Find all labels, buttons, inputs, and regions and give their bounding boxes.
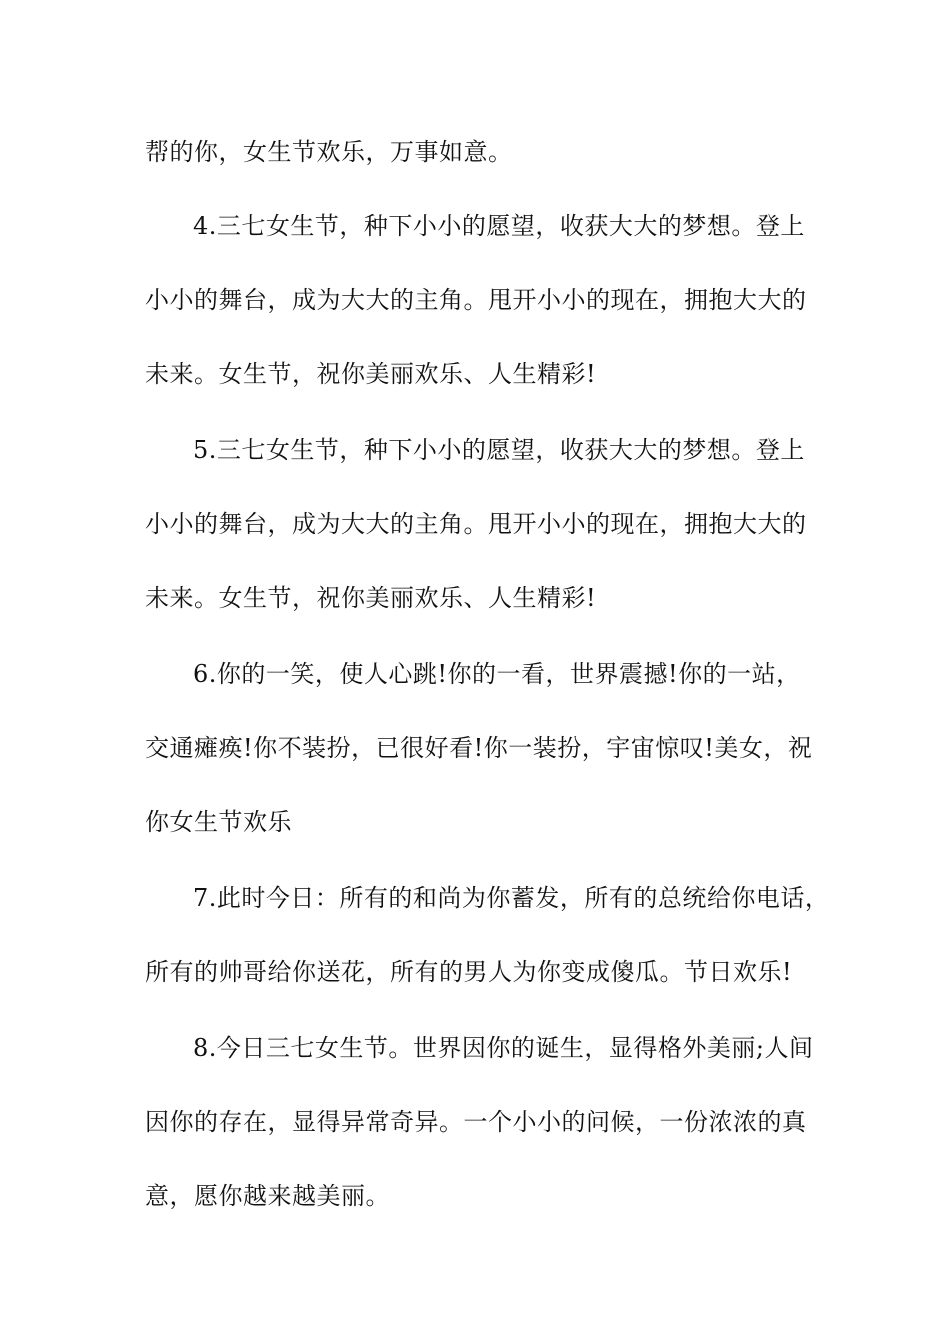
text-line: 小小的舞台，成为大大的主角。甩开小小的现在，拥抱大大的 (145, 510, 807, 538)
text-line: 未来。女生节，祝你美丽欢乐、人生精彩! (145, 360, 597, 388)
text-line: 意，愿你越来越美丽。 (145, 1182, 390, 1210)
text-line: 所有的帅哥给你送花，所有的男人为你变成傻瓜。节日欢乐! (145, 958, 793, 986)
text-line: 未来。女生节，祝你美丽欢乐、人生精彩! (145, 584, 597, 612)
paragraph-5-line-1: 5.三七女生节，种下小小的愿望，收获大大的梦想。登上 (193, 436, 805, 464)
paragraph-4-line-1: 4.三七女生节，种下小小的愿望，收获大大的梦想。登上 (193, 212, 805, 240)
paragraph-7-line-1: 7.此时今日：所有的和尚为你蓄发，所有的总统给你电话， (193, 884, 830, 912)
text-line: 因你的存在，显得异常奇异。一个小小的问候，一份浓浓的真 (145, 1108, 807, 1136)
text-line: 交通瘫痪!你不装扮，已很好看!你一装扮，宇宙惊叹!美女，祝 (145, 734, 813, 762)
text-line: 帮的你，女生节欢乐，万事如意。 (145, 138, 513, 166)
paragraph-8-line-1: 8.今日三七女生节。世界因你的诞生，显得格外美丽;人间 (193, 1034, 814, 1062)
text-line: 小小的舞台，成为大大的主角。甩开小小的现在，拥抱大大的 (145, 286, 807, 314)
text-line: 你女生节欢乐 (145, 808, 292, 836)
paragraph-6-line-1: 6.你的一笑，使人心跳!你的一看，世界震撼!你的一站， (193, 660, 801, 688)
